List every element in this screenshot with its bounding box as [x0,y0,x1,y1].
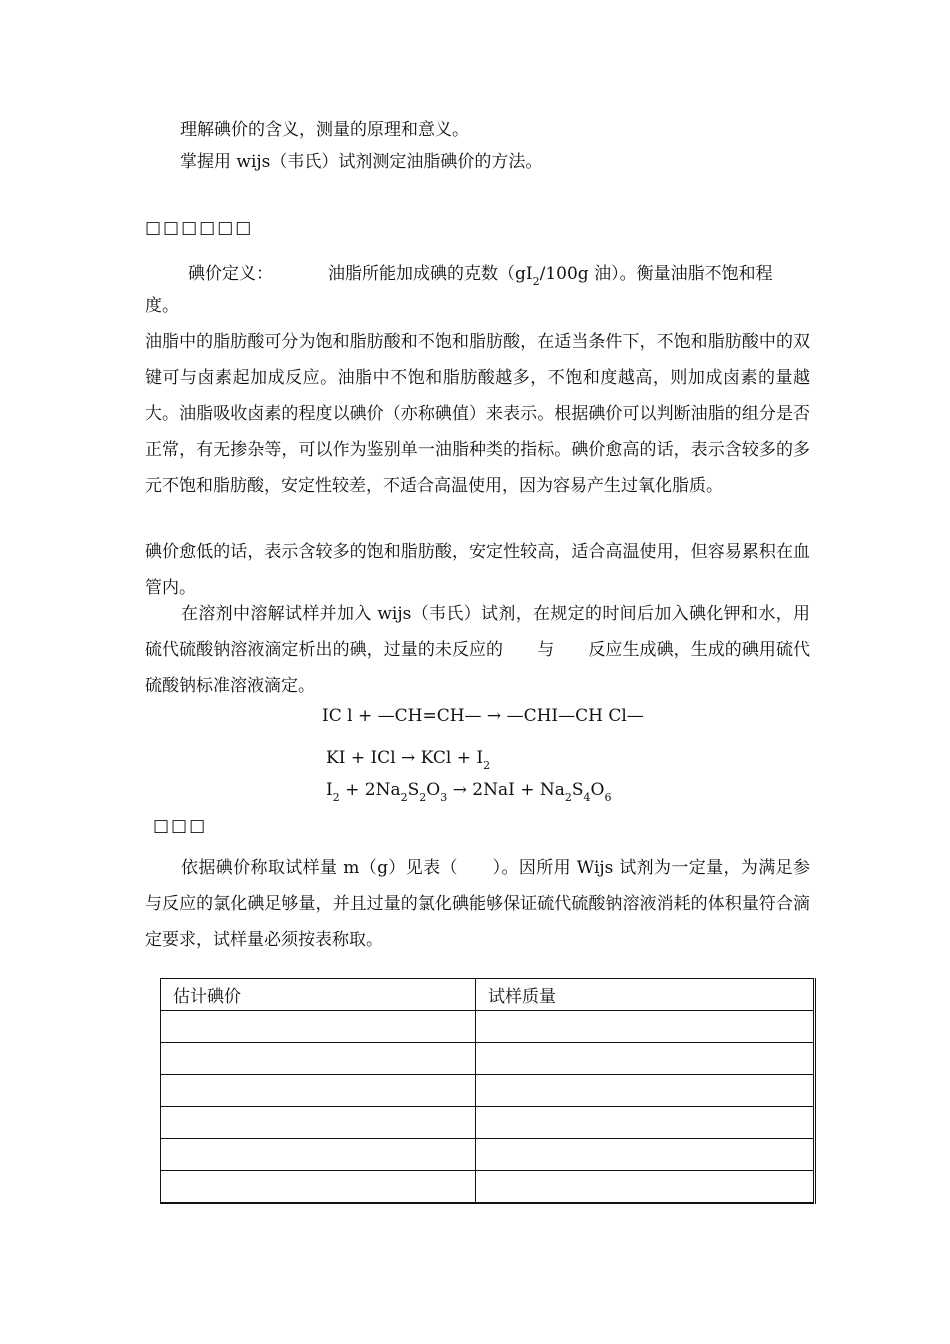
equation-thiosulfate: $I_2 + 2Na_2S_2O_3 \to 2NaI + Na_2S_4O_6$ [326,780,612,804]
table-header-sample-mass: 试样质量 [476,979,815,1011]
table-row [161,1107,815,1139]
table-header-iodine-value: 估计碘价 [161,979,476,1011]
paragraph-sampling: 依据碘价称取试样量 m（g）见表（ ）。因所用 Wijs 试剂为一定量，为满足参与反应的氯化碘足够量，并且过量的氯化碘能够保证硫代硫酸钠溶液消耗的体积量符合滴定要求，试样量必须按表称取。 [145,858,810,950]
paragraph-method: 在溶剂中溶解试样并加入 wijs（韦氏）试剂，在规定的时间后加入碘化钾和水，用硫代硫酸钠溶液滴定析出的碘，过量的未反应的 与 反应生成碘，生成的碘用硫代硫酸钠标准溶液滴定。 [145,604,810,696]
table-row [161,1139,815,1171]
equation-ki: KI + ICl → KCl + $I_2$ [326,748,491,772]
table-cell [161,1011,476,1043]
steps-heading: □□□ [153,816,208,836]
table-cell [476,1171,815,1204]
objective-2: 掌握用 wijs（韦氏）试剂测定油脂碘价的方法。 [180,152,543,172]
table-row [161,1011,815,1043]
principle-heading: □□□□□□ [145,218,254,238]
table-cell [161,1139,476,1171]
table-row [161,1075,815,1107]
table-cell [161,1043,476,1075]
table-cell [161,1107,476,1139]
table-cell [161,1075,476,1107]
table-cell [476,1107,815,1139]
equation-addition: IC l + —CH=CH— → —CHI—CH Cl— [322,706,644,726]
table-cell [476,1011,815,1043]
sample-mass-table [160,978,816,1204]
paragraph-fatty-acids: 油脂中的脂肪酸可分为饱和脂肪酸和不饱和脂肪酸，在适当条件下，不饱和脂肪酸中的双键可与卤素起加成反应。油脂中不饱和脂肪酸越多，不饱和度越高，则加成卤素的量越大。油脂吸收卤素的程度以碘价（亦称碘值）来表示。根据碘价可以判断油脂的组分是否正常，有无掺杂等，可以作为鉴别单一油脂种类的指标。碘价愈高的话，表示含较多的多元不饱和脂肪酸，安定性较差，不适合高温使用，因为容易产生过氧化脂质。 [145,332,810,496]
table-row [161,1171,815,1204]
iodine-definition-continuation: 度。 [145,296,179,316]
iodine-definition-text: 油脂所能加成碘的克数（$gI_2/100g$ 油）。衡量油脂不饱和程 [328,264,773,288]
objective-1: 理解碘价的含义，测量的原理和意义。 [180,120,469,140]
table-header-row [161,979,815,1011]
table-cell [476,1075,815,1107]
iodine-definition-label: 碘价定义： [188,264,273,284]
table-cell [476,1139,815,1171]
table-cell [161,1171,476,1204]
table-cell [476,1043,815,1075]
table-row [161,1043,815,1075]
paragraph-low-iodine: 碘价愈低的话，表示含较多的饱和脂肪酸，安定性较高，适合高温使用，但容易累积在血管内。 [145,542,810,598]
